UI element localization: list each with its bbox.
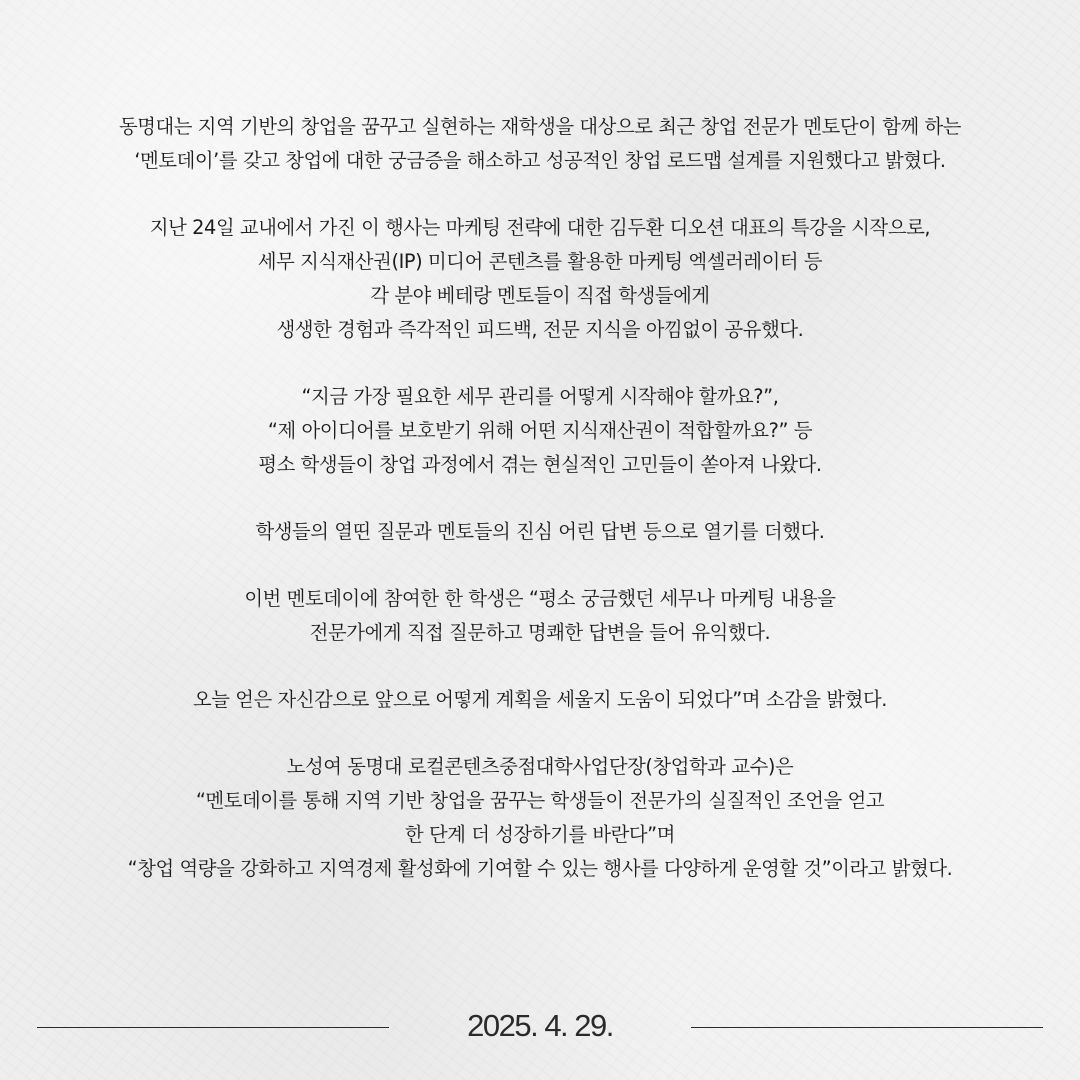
- text-line: 오늘 얻은 자신감으로 앞으로 어떻게 계획을 세울지 도움이 되었다”며 소감을 밝혔다.: [192, 688, 887, 711]
- text-line: 이번 멘토데이에 참여한 한 학생은 “평소 궁금했던 세무나 마케팅 내용을: [244, 587, 836, 610]
- text-line: “제 아이디어를 보호받기 위해 어떤 지식재산권이 적합할까요?” 등: [267, 419, 813, 442]
- text-line: 한 단계 더 성장하기를 바란다”며: [404, 823, 676, 846]
- paragraph-director-quote: [0, 750, 1080, 886]
- text-line: 세무 지식재산권(IP) 미디어 콘텐츠를 활용한 마케팅 엑셀러레이터 등: [257, 250, 823, 273]
- paragraph-questions: [0, 380, 1080, 482]
- text-line: “멘토데이를 통해 지역 기반 창업을 꿈꾸는 학생들이 전문가의 실질적인 조언을 얻고: [195, 789, 885, 812]
- divider-left: [37, 1027, 389, 1028]
- paragraph-atmosphere: [0, 515, 1080, 549]
- text-line: ‘멘토데이’를 갖고 창업에 대한 궁금증을 해소하고 성공적인 창업 로드맵 설계를 지원했다고 밝혔다.: [134, 149, 946, 172]
- text-line: 전문가에게 직접 질문하고 명쾌한 답변을 들어 유익했다.: [309, 621, 771, 644]
- text-line: 노성여 동명대 로컬콘텐츠중점대학사업단장(창업학과 교수)은: [286, 755, 794, 778]
- text-line: 평소 학생들이 창업 과정에서 겪는 현실적인 고민들이 쏟아져 나왔다.: [258, 453, 822, 476]
- divider-right: [691, 1027, 1043, 1028]
- paragraph-event: [0, 211, 1080, 347]
- text-line: 학생들의 열띤 질문과 멘토들의 진심 어린 답변 등으로 열기를 더했다.: [255, 520, 825, 543]
- text-line: 생생한 경험과 즉각적인 피드백, 전문 지식을 아낌없이 공유했다.: [276, 318, 804, 341]
- text-line: 각 분야 베테랑 멘토들이 직접 학생들에게: [370, 284, 710, 307]
- footer-date-row: [37, 1003, 1043, 1049]
- text-line: “창업 역량을 강화하고 지역경제 활성화에 기여할 수 있는 행사를 다양하게 운영할 것”이라고 밝혔다.: [127, 857, 953, 880]
- article-body: [0, 110, 1080, 919]
- text-line: 동명대는 지역 기반의 창업을 꿈꾸고 실현하는 재학생을 대상으로 최근 창업 전문가 멘토단이 함께 하는: [118, 115, 962, 138]
- text-line: 지난 24일 교내에서 가진 이 행사는 마케팅 전략에 대한 김두환 디오션 대표의 특강을 시작으로,: [149, 216, 931, 239]
- text-line: “지금 가장 필요한 세무 관리를 어떻게 시작해야 할까요?”,: [301, 385, 779, 408]
- publish-date: 2025. 4. 29.: [467, 1008, 613, 1043]
- paragraph-student-quote-end: [0, 683, 1080, 717]
- paragraph-intro: [0, 110, 1080, 178]
- paragraph-student-quote: [0, 582, 1080, 650]
